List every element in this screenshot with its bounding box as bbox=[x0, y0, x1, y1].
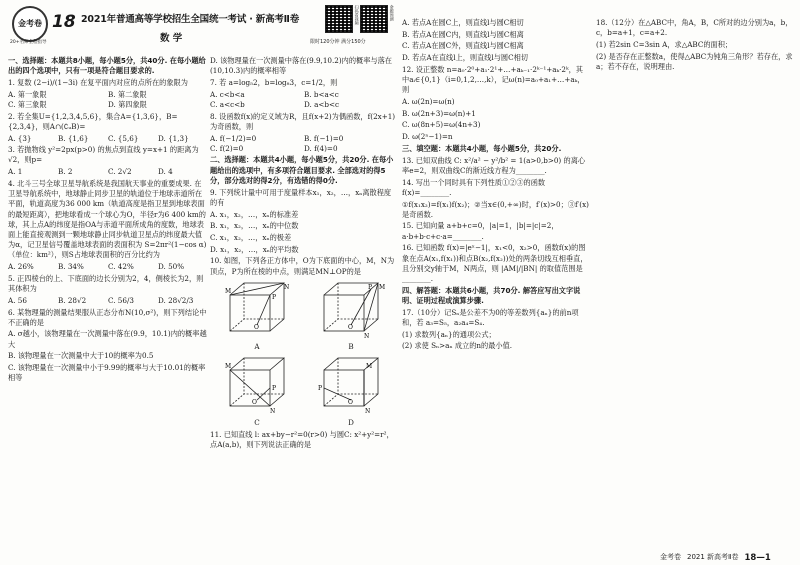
option-choice: A. 56 bbox=[8, 295, 27, 305]
svg-text:P: P bbox=[318, 385, 323, 393]
option-choice: A. c<b<a bbox=[210, 89, 245, 99]
svg-text:P: P bbox=[368, 283, 373, 291]
option-choice: A. 1 bbox=[8, 167, 23, 177]
svg-text:P: P bbox=[272, 385, 277, 393]
option-text: B. 该物理量在一次测量中大于10的概率为0.5 bbox=[8, 351, 154, 361]
option-choice: A. 第一象限 bbox=[8, 89, 47, 99]
section-heading: 二、选择题：本题共4小题，每小题5分，共20分. 在每小题给出的选项中，有多项符合题目要求. 全部选对的得5分，部分选对的得2分，有选错的得0分. bbox=[210, 155, 394, 185]
question-text: 5. 正四棱台的上、下底面的边长分别为2，4，侧棱长为2，则其体积为 bbox=[8, 273, 204, 294]
column-3 bbox=[402, 18, 590, 353]
logo-subtitle: 20+名师全程指导 bbox=[10, 40, 47, 45]
svg-text:M: M bbox=[366, 363, 373, 371]
question-text: 4. 北斗三号全球卫星导航系统是我国航天事业的重要成果. 在卫星导航系统中，地球静止同步卫星的轨道位于地球赤道所在平面，轨道高度为36 000 km（轨道高度是指卫星到地球表面的最短距离），把地球看成一个球心为O，半径r为6 400 km的球，其上点A的纬度是指OA与赤道平面所成角的度数，地球表面上能直接观测到一颗地球静止同步轨道卫星点的纬度最大值为α，记卫星信号覆盖地球表面的表面积为 S=2πr²(1−cos α)（单位：km²），则S占地球表面积的百分比约为 bbox=[8, 178, 207, 260]
svg-text:P: P bbox=[272, 293, 277, 301]
footer-label: 2021 新高考Ⅱ卷 bbox=[687, 553, 739, 562]
option-text: A. σ越小，该物理量在一次测量中落在(9.9，10.1)内的概率越大 bbox=[8, 329, 207, 349]
option-choice: D. 4 bbox=[158, 167, 173, 177]
qr-code-icon[interactable] bbox=[360, 5, 388, 33]
question-text: 6. 某物理量的测量结果服从正态分布N(10,σ²)，则下列结论中不正确的是 bbox=[8, 307, 207, 327]
time-info: 限时120分钟 满分150分 bbox=[310, 39, 366, 45]
svg-text:M: M bbox=[379, 283, 386, 291]
option-text: A. ω(2n)=ω(n) bbox=[402, 97, 455, 107]
option-choice: C. 2√2 bbox=[108, 167, 132, 177]
column-1 bbox=[8, 56, 208, 385]
section-heading: 一、选择题：本题共8小题，每小题5分，共40分. 在每小题给出的四个选项中，只有一项是符合题目要求的. bbox=[8, 56, 206, 76]
option-choice: A. {3} bbox=[8, 133, 32, 143]
option-choice: C. 56/3 bbox=[108, 295, 134, 305]
figure-label: D bbox=[348, 417, 354, 427]
question-part: (2) 求使 Sₙ>aₙ 成立的n的最小值. bbox=[402, 341, 513, 351]
cube-diagram bbox=[318, 354, 384, 414]
option-choice: C. 42% bbox=[108, 262, 134, 272]
question-text: 3. 若抛物线 y²=2px(p>0) 的焦点到直线 y=x+1 的距离为√2，则p= bbox=[8, 145, 199, 165]
option-choice: B. 2 bbox=[58, 167, 73, 177]
qr-label: 命题预测 bbox=[389, 5, 395, 21]
page-footer bbox=[660, 552, 794, 564]
options bbox=[8, 90, 208, 110]
question-part: (1) 若2sin C=3sin A，求△ABC的面积； bbox=[596, 39, 733, 49]
option-text: A. 若点A在圆C上，则直线l与圆C相切 bbox=[402, 18, 524, 27]
svg-text:O: O bbox=[252, 399, 257, 407]
svg-text:N: N bbox=[365, 408, 371, 416]
option-text: D. x₁，x₂，…，xₙ的平均数 bbox=[210, 244, 299, 254]
question-text: 15. 已知向量 a+b+c=0，|a|=1，|b|=|c|=2，a·b+b·c+c·a=________. bbox=[402, 221, 559, 241]
page-number: 18—1 bbox=[744, 553, 771, 563]
option-text: D. 若点A在直线l上，则直线l与圆C相切 bbox=[402, 53, 528, 63]
option-text: D. 该物理量在一次测量中落在(9.9,10.2)内的概率与落在(10,10.3)内的概率相等 bbox=[210, 56, 392, 76]
svg-text:M: M bbox=[225, 287, 232, 295]
option-text: B. ω(2n+3)=ω(n)+1 bbox=[402, 108, 476, 118]
figure-label: C bbox=[254, 417, 260, 427]
option-choice: C. {5,6} bbox=[108, 133, 139, 143]
question-text: 10. 如图，下列各正方体中，O为下底面的中心，M，N为顶点，P为所在棱的中点，则满足MN⊥OP的是 bbox=[210, 256, 395, 276]
question-text: 16. 已知函数 f(x)=|eˣ−1|，x₁<0，x₂>0，函数f(x)的图象在点A(x₁,f(x₁))和点B(x₂,f(x₂))处的两条切线互相垂直，且分别交y轴于M，N两点，则 |AM|/|BN| 的取值范围是________. bbox=[402, 243, 588, 284]
option-choice: B. 34% bbox=[58, 262, 84, 272]
option-choice: B. 第二象限 bbox=[108, 89, 147, 99]
options bbox=[8, 134, 208, 144]
question-text: 2. 若全集U={1,2,3,4,5,6}，集合A={1,3,6}，B={2,3,4}，则A∩(∁ᵤB)= bbox=[8, 111, 178, 131]
options bbox=[8, 262, 208, 272]
question-part: (1) 求数列{aₙ}的通项公式； bbox=[402, 329, 496, 339]
svg-text:M: M bbox=[225, 363, 232, 371]
cube-figures-row-2 bbox=[210, 354, 398, 427]
cube-diagram bbox=[224, 354, 290, 414]
question-text: 8. 设函数f(x)的定义域为R，且f(x+2)为偶函数，f(2x+1)为奇函数，则 bbox=[210, 111, 396, 131]
option-choice: D. 28√2/3 bbox=[158, 295, 194, 305]
option-choice: C. f(2)=0 bbox=[210, 143, 244, 153]
option-choice: A. 26% bbox=[8, 262, 34, 272]
svg-text:O: O bbox=[348, 399, 353, 407]
footer-brand: 金考卷 bbox=[660, 553, 681, 562]
cube-diagram bbox=[224, 279, 290, 339]
brand-logo: 金考卷 bbox=[12, 6, 48, 42]
option-choice: B. 28√2 bbox=[58, 295, 87, 305]
cube-figure-c bbox=[221, 354, 293, 427]
paper-number: 18 bbox=[52, 12, 76, 32]
column-4 bbox=[596, 18, 794, 74]
question-part: (2) 是否存在正整数a，使得△ABC为钝角三角形？若存在，求a；若不存在，说明理由. bbox=[596, 51, 793, 71]
column-2 bbox=[210, 56, 398, 452]
svg-text:N: N bbox=[364, 332, 370, 340]
question-text: 17.（10分）记Sₙ是公差不为0的等差数列{aₙ}的前n项和，若 a₃=S₅，a₂a₄=S₄. bbox=[402, 307, 579, 327]
options bbox=[8, 167, 208, 177]
svg-text:N: N bbox=[270, 408, 276, 416]
question-text: 11. 已知直线 l: ax+by−r²=0(r>0) 与圆C: x²+y²=r²，点A(a,b)，则下列说法正确的是 bbox=[210, 429, 394, 449]
cube-figure-a bbox=[221, 279, 293, 352]
svg-text:O: O bbox=[254, 323, 259, 331]
svg-text:N: N bbox=[284, 283, 290, 291]
option-text: C. x₁，x₂，…，xₙ的极差 bbox=[210, 233, 292, 242]
svg-text:O: O bbox=[348, 323, 353, 331]
option-choice: D. 第四象限 bbox=[108, 99, 147, 109]
option-choice: A. f(−1/2)=0 bbox=[210, 133, 257, 143]
option-choice: D. f(4)=0 bbox=[304, 143, 338, 153]
option-text: C. ω(8n+5)=ω(4n+3) bbox=[402, 120, 481, 130]
option-choice: D. {1,3} bbox=[158, 133, 189, 143]
option-text: B. 若点A在圆C内，则直线l与圆C相离 bbox=[402, 29, 524, 39]
options bbox=[8, 296, 208, 306]
options bbox=[210, 90, 398, 110]
section-heading: 四、解答题：本题共6小题，共70分. 解答应写出文字说明、证明过程或演算步骤. bbox=[402, 285, 581, 305]
figure-label: B bbox=[348, 342, 354, 352]
qr-code-icon[interactable] bbox=[325, 5, 353, 33]
cube-diagram bbox=[318, 279, 384, 339]
question-text: 18.（12分）在△ABC中，角A，B，C所对的边分别为a，b，c，b=a+1，c=a+2. bbox=[596, 18, 793, 38]
option-choice: D. a<b<c bbox=[304, 99, 340, 109]
cube-figure-b bbox=[315, 279, 387, 352]
question-text: 14. 写出一个同时具有下列性质①②③的函数 f(x)=________. bbox=[402, 177, 546, 197]
question-text: 7. 若 a=log₅2，b=log₈3，c=1/2，则 bbox=[210, 77, 338, 87]
question-text: 9. 下列统计量中可用于度量样本x₁，x₂，…，xₙ离散程度的有 bbox=[210, 187, 392, 207]
subject-title: 数 学 bbox=[160, 33, 183, 44]
question-text: 13. 已知双曲线 C: x²/a² − y²/b² = 1(a>0,b>0) 的离心率e=2，则双曲线C的渐近线方程为________. bbox=[402, 155, 586, 175]
cube-figure-d bbox=[315, 354, 387, 427]
option-choice: B. {1,6} bbox=[58, 133, 89, 143]
option-choice: D. 50% bbox=[158, 262, 185, 272]
option-choice: C. 第三象限 bbox=[8, 99, 47, 109]
cube-figures-row-1 bbox=[210, 279, 398, 352]
option-choice: C. a<c<b bbox=[210, 99, 245, 109]
option-text: C. 若点A在圆C外，则直线l与圆C相离 bbox=[402, 41, 524, 51]
option-choice: B. b<a<c bbox=[304, 89, 339, 99]
question-text: 12. 设正整数 n=a₀·2⁰+a₁·2¹+…+aₖ₋₁·2ᵏ⁻¹+aₖ·2ᵏ，其中aᵢ∈{0,1}（i=0,1,2,…,k），记ω(n)=a₀+a₁+…+aₖ，则 bbox=[402, 64, 585, 95]
question-text: ①f(x₁x₂)=f(x₁)f(x₂)；②当x∈(0,+∞)时，f′(x)>0；③f′(x)是奇函数. bbox=[402, 199, 589, 219]
options bbox=[210, 134, 398, 154]
option-text: A. x₁，x₂，…，xₙ的标准差 bbox=[210, 209, 299, 219]
question-text: 1. 复数 (2−i)/(1−3i) 在复平面内对应的点所在的象限为 bbox=[8, 77, 188, 87]
option-choice: B. f(−1)=0 bbox=[304, 133, 344, 143]
section-heading: 三、填空题：本题共4小题，每小题5分，共20分. bbox=[402, 143, 562, 153]
figure-label: A bbox=[254, 342, 260, 352]
option-text: D. ω(2ⁿ−1)=n bbox=[402, 132, 453, 142]
exam-title: 2021年普通高等学校招生全国统一考试 · 新高考Ⅱ卷 bbox=[81, 14, 300, 25]
option-text: C. 该物理量在一次测量中小于9.99的概率与大于10.01的概率相等 bbox=[8, 363, 206, 383]
qr-label: 扫码看视频 bbox=[354, 5, 360, 25]
exam-header bbox=[8, 4, 398, 48]
option-text: B. x₁，x₂，…，xₙ的中位数 bbox=[210, 221, 299, 231]
